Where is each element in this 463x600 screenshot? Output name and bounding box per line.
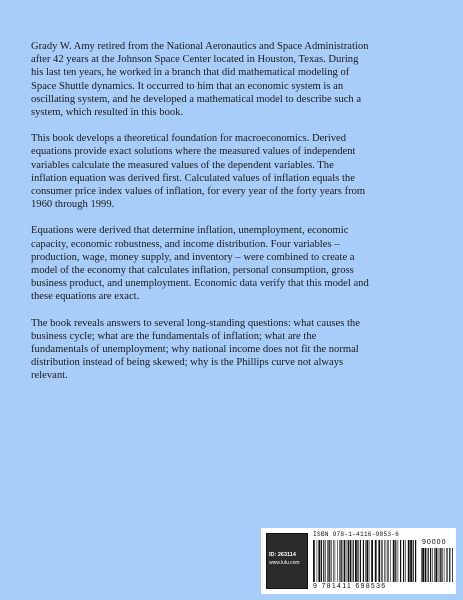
text-line: inflation equation was derived first. Calculated values of inflation equals the [31,172,355,184]
text-line: system, which resulted in this book. [31,107,184,119]
lulu-id-panel [266,533,308,589]
paragraph-equations [31,224,441,303]
text-line: oscillating system, and he developed a mathematical model to describe such a [31,93,362,105]
text-line: equations provide exact solutions where the measured values of independent [31,146,356,158]
addon-barcode-icon [421,548,453,582]
text-line: Grady W. Amy retired from the National Aeronautics and Space Administration [31,41,369,52]
text-line: consumer price index values of inflation, for every year of the forty years from [31,186,366,198]
isbn-label: ISBN 978-1-4116-9853-6 [313,531,400,538]
text-line: business cycle; what are the fundamentals of inflation; what are the [31,330,317,342]
text-line: variables calculate the measured values of the dependent variables. The [31,159,334,171]
price-addon-digits: 90000 [422,539,447,546]
text-line: these equations are exact. [31,291,140,303]
ean-digits: 9 781411 698536 [313,583,387,590]
paragraph-author-bio [31,40,441,119]
text-line: Equations were derived that determine inflation, unemployment, economic [31,225,349,237]
text-line: distribution instead of being skewed; why is the Phillips curve not always [31,357,344,369]
text-line: Space Shuttle dynamics. It occurred to him that an economic system is an [31,80,344,92]
text-line: model of the economy that calculates inflation, personal consumption, gross [31,265,354,277]
text-line: relevant. [31,370,68,382]
text-line: production, wage, money supply, and inventory – were combined to create a [31,251,355,263]
text-line: his last ten years, he worked in a branch that did mathematical modeling of [31,67,350,79]
lulu-url-label: www.lulu.com [269,560,300,566]
barcode-box [261,528,456,594]
text-line: business product, and unemployment. Economic data verify that this model and [31,278,369,290]
text-line: The book reveals answers to several long-standing questions: what causes the [31,317,360,329]
text-line: after 42 years at the Johnson Space Center located in Houston, Texas. During [31,54,359,66]
text-line: capacity, economic robustness, and income distribution. Four variables – [31,238,340,250]
lulu-id-label: ID: 263114 [269,552,296,558]
paragraph-questions [31,317,441,383]
paragraph-book-foundation [31,132,441,211]
text-line: This book develops a theoretical foundation for macroeconomics. Derived [31,133,347,145]
ean-barcode-icon [313,540,417,582]
text-line: fundamentals of unemployment; why national income does not fit the normal [31,344,359,356]
text-line: 1960 through 1999. [31,199,115,211]
blurb-text [31,40,441,396]
